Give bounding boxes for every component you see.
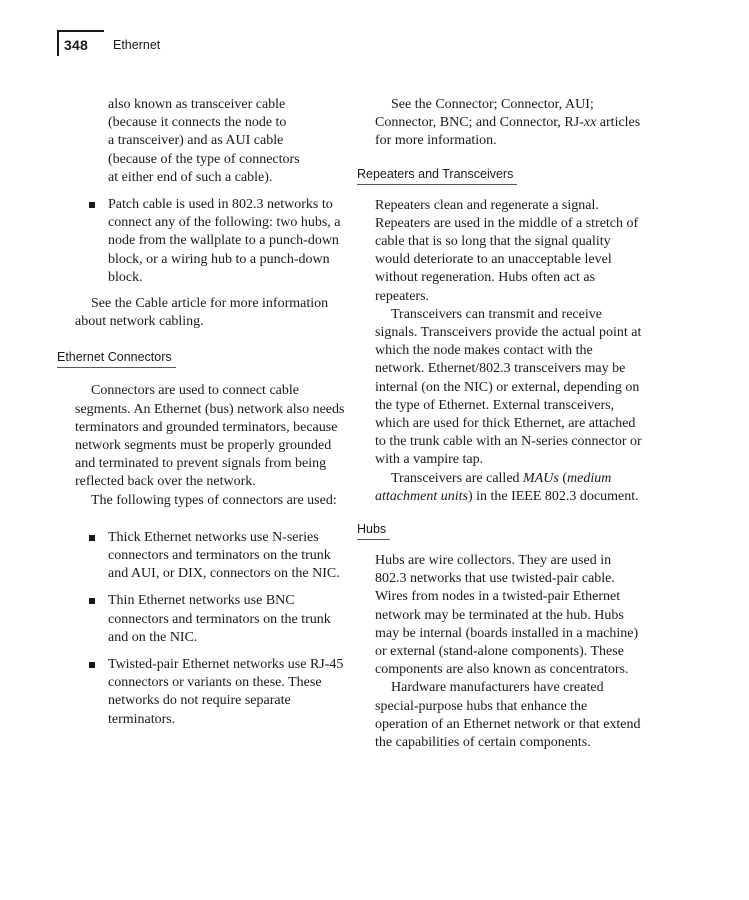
maus-expansion: medium attachment units xyxy=(375,470,612,504)
maus-term: MAUs xyxy=(523,470,559,486)
bullet-square-icon xyxy=(89,535,95,541)
bullet-twisted-pair xyxy=(75,656,347,729)
connectors-types-paragraph: The following types of connectors are used: xyxy=(91,492,337,508)
see-connector-text: See the Connector; Connector, AUI; Connector, BNC; and Connector, RJ- xyxy=(375,97,594,131)
page-number: 348 xyxy=(64,37,88,53)
left-column xyxy=(57,96,347,729)
section-heading-repeaters-transceivers: Repeaters and Transceivers xyxy=(357,166,517,185)
continued-line: (because it connects the node to xyxy=(108,115,287,131)
connectors-paragraph: Connectors are used to connect cable segments. An Ethernet (bus) network also needs terminators and grounded terminators, because network segments must be properly grounded and terminated to prevent signals from being reflected back over the network. xyxy=(75,383,345,490)
maus-paren: ( xyxy=(558,470,567,486)
hubs-special-purpose-paragraph: Hardware manufacturers have created special-purpose hubs that enhance the operation of an Ethernet network or that extend the capabilities of certain components. xyxy=(375,680,641,751)
continued-line: also known as transceiver cable xyxy=(108,97,286,112)
bullet-square-icon xyxy=(89,202,95,208)
bullet-thin-ethernet xyxy=(75,592,347,647)
right-column xyxy=(357,96,643,752)
running-head: Ethernet xyxy=(113,38,161,52)
see-cable-paragraph: See the Cable article for more information about network cabling. xyxy=(75,296,329,330)
bullet-text: Thick Ethernet networks use N-series connectors and terminators on the trunk and AUI, or DIX, connectors on the NIC. xyxy=(108,529,340,582)
maus-text-start: Transceivers are called xyxy=(391,470,524,486)
repeaters-paragraph: Repeaters clean and regenerate a signal. Repeaters are used in the middle of a stretch of cable that is so long that the signal quality would deteriorate to an unacceptable level without regeneration. Hubs often act as repeaters. xyxy=(375,197,639,304)
header-rule-vertical xyxy=(57,30,59,56)
bullet-square-icon xyxy=(89,662,95,668)
maus-paragraph xyxy=(375,470,643,506)
bullet-text: Patch cable is used in 802.3 networks to connect any of the following: two hubs, a node from the wallplate to a punch-down block, or a wiring hub to a punch-down block. xyxy=(108,197,341,285)
hubs-paragraph: Hubs are wire collectors. They are used in 802.3 networks that use twisted-pair cable. Wires from nodes in a twisted-pair Ethernet network may be terminated at the hub. Hubs may be internal (boards installed in a machine) or external (stand-alone components). These components are also known as concentrators. xyxy=(375,553,639,678)
maus-text-end: ) in the IEEE 802.3 document. xyxy=(467,488,639,504)
section-heading-ethernet-connectors: Ethernet Connectors xyxy=(57,349,176,368)
section-heading-hubs: Hubs xyxy=(357,521,390,540)
bullet-text: Twisted-pair Ethernet networks use RJ-45 connectors or variants on these. These networks do not require separate terminators. xyxy=(108,657,344,727)
bullet-square-icon xyxy=(89,598,95,604)
see-connector-italic: xx xyxy=(583,115,597,131)
see-connector-end: articles for more information. xyxy=(375,115,641,149)
continued-line: a transceiver) and as AUI cable xyxy=(108,133,284,149)
header-rule-horizontal xyxy=(57,30,104,32)
continued-line: at either end of such a cable). xyxy=(108,169,273,185)
bullet-thick-ethernet xyxy=(75,529,347,584)
transceivers-paragraph: Transceivers can transmit and receive signals. Transceivers provide the actual point at which the node makes contact with the network. Ethernet/802.3 transceivers may be internal (on the NIC) or external, depending on the type of Ethernet. External transceivers, which are used for thick Ethernet, are attached to the trunk cable with an N-series connector or with a vampire tap. xyxy=(375,306,642,468)
continued-line: (because of the type of connectors xyxy=(108,151,300,167)
bullet-patch-cable xyxy=(75,196,347,287)
see-connector-paragraph xyxy=(375,96,643,151)
bullet-text: Thin Ethernet networks use BNC connectors and terminators on the trunk and on the NIC. xyxy=(108,593,331,645)
